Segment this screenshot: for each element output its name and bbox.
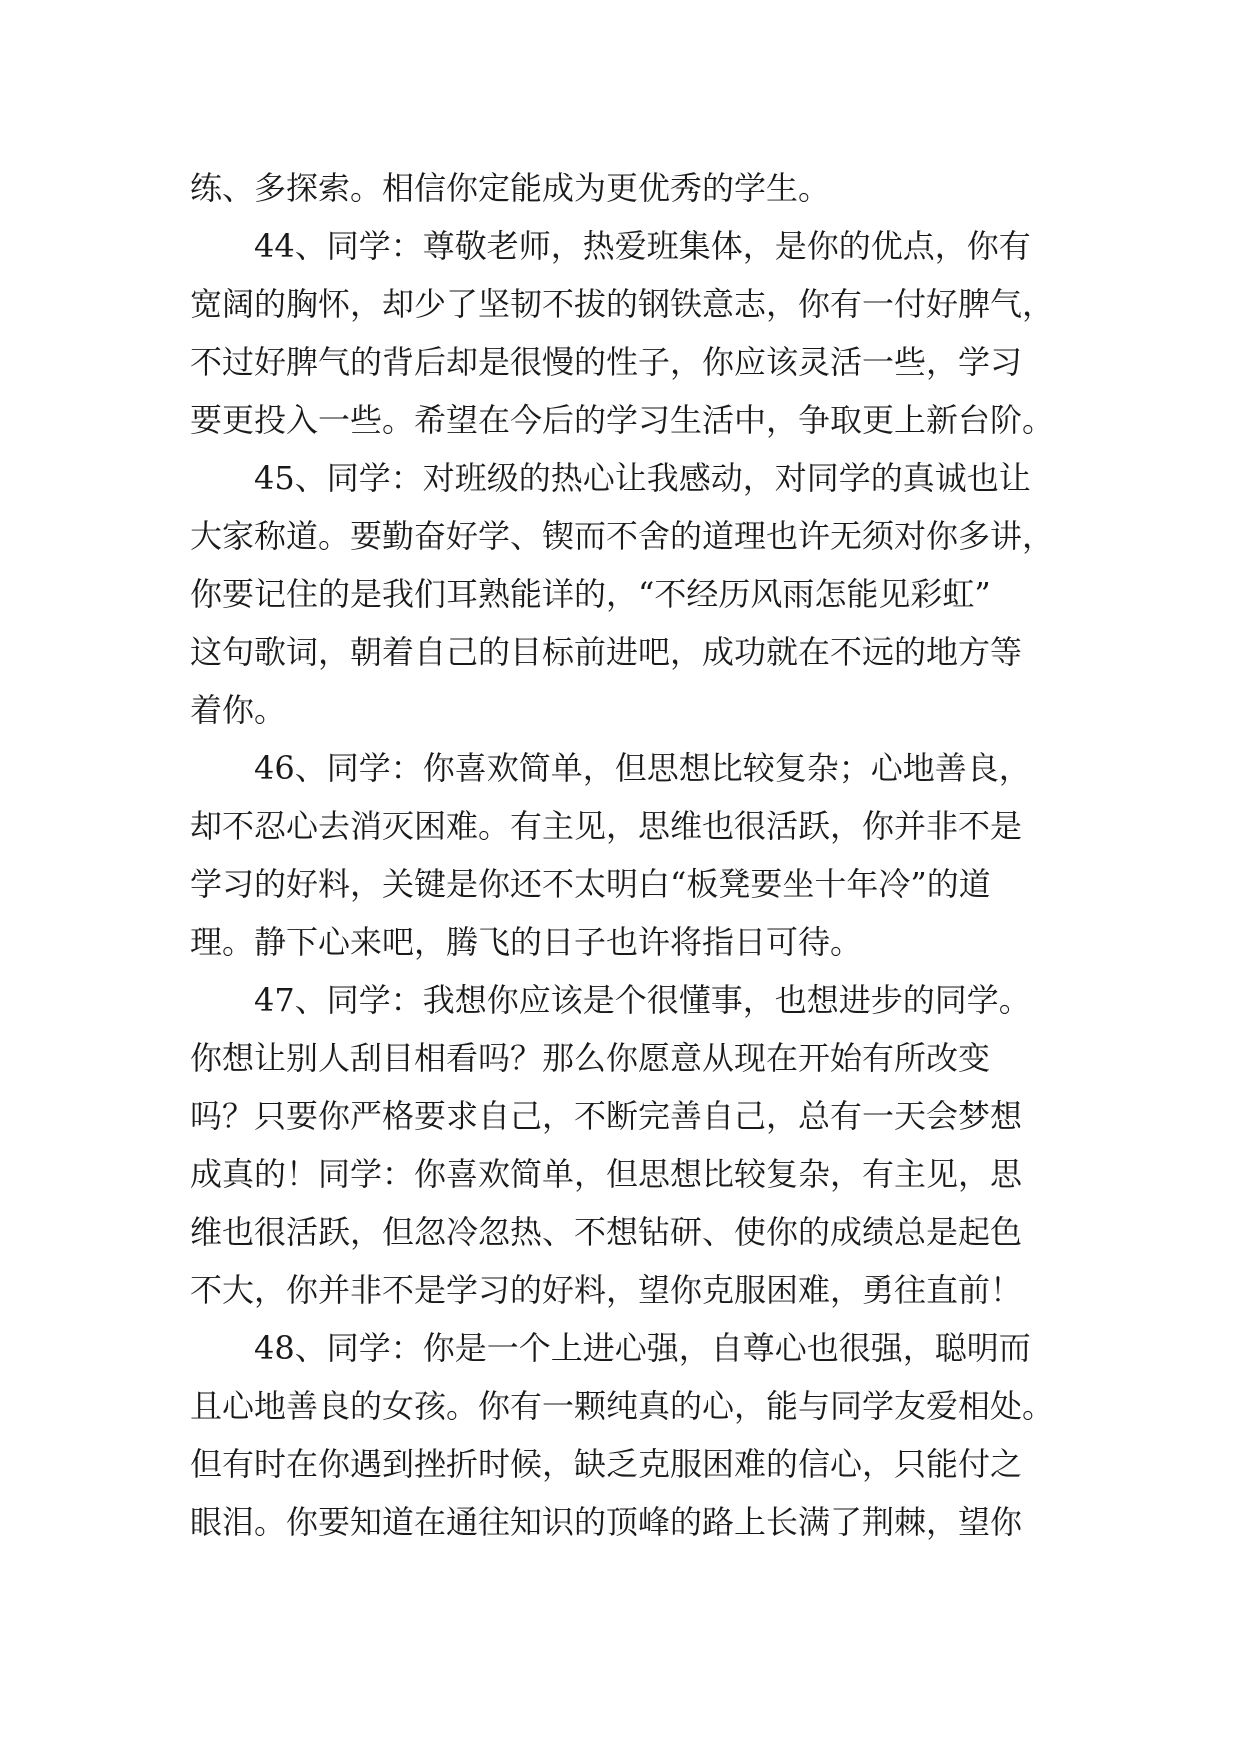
- paragraph-45-start: 45、同学：对班级的热心让我感动，对同学的真诚也让: [254, 459, 1031, 497]
- text-line: 且心地善良的女孩。你有一颗纯真的心，能与同学友爱相处。: [190, 1387, 1055, 1425]
- text-line: 你想让别人刮目相看吗？那么你愿意从现在开始有所改变: [190, 1039, 991, 1077]
- text-line: 维也很活跃，但忽冷忽热、不想钻研、使你的成绩总是起色: [190, 1213, 1023, 1251]
- text-line: 吗？只要你严格要求自己，不断完善自己，总有一天会梦想: [190, 1097, 1023, 1135]
- text-line: 大家称道。要勤奋好学、锲而不舍的道理也许无须对你多讲，: [190, 517, 1055, 555]
- paragraph-48-start: 48、同学：你是一个上进心强，自尊心也很强，聪明而: [254, 1329, 1031, 1367]
- text-line: 要更投入一些。希望在今后的学习生活中，争取更上新台阶。: [190, 401, 1055, 439]
- text-line: 你要记住的是我们耳熟能详的，“不经历风雨怎能见彩虹”: [190, 575, 991, 613]
- text-line: 理。静下心来吧，腾飞的日子也许将指日可待。: [190, 923, 863, 961]
- text-line: 着你。: [190, 691, 287, 729]
- text-line: 不过好脾气的背后却是很慢的性子，你应该灵活一些，学习: [190, 343, 1023, 381]
- text-line: 却不忍心去消灭困难。有主见，思维也很活跃，你并非不是: [190, 807, 1023, 845]
- text-line: 成真的！同学：你喜欢简单，但思想比较复杂，有主见，思: [190, 1155, 1023, 1193]
- paragraph-44-start: 44、同学：尊敬老师，热爱班集体，是你的优点，你有: [254, 227, 1031, 265]
- text-line: 但有时在你遇到挫折时候，缺乏克服困难的信心，只能付之: [190, 1445, 1023, 1483]
- text-line: 眼泪。你要知道在通往知识的顶峰的路上长满了荆棘，望你: [190, 1503, 1023, 1541]
- text-line: 宽阔的胸怀，却少了坚韧不拔的钢铁意志，你有一付好脾气，: [190, 285, 1055, 323]
- paragraph-47-start: 47、同学：我想你应该是个很懂事，也想进步的同学。: [254, 981, 1031, 1019]
- text-line: 不大，你并非不是学习的好料，望你克服困难，勇往直前！: [190, 1271, 1023, 1309]
- paragraph-46-start: 46、同学：你喜欢简单，但思想比较复杂；心地善良，: [254, 749, 1031, 787]
- text-line: 练、多探索。相信你定能成为更优秀的学生。: [190, 169, 831, 207]
- text-line: 这句歌词，朝着自己的目标前进吧，成功就在不远的地方等: [190, 633, 1023, 671]
- text-line: 学习的好料，关键是你还不太明白“板凳要坐十年冷”的道: [190, 865, 991, 903]
